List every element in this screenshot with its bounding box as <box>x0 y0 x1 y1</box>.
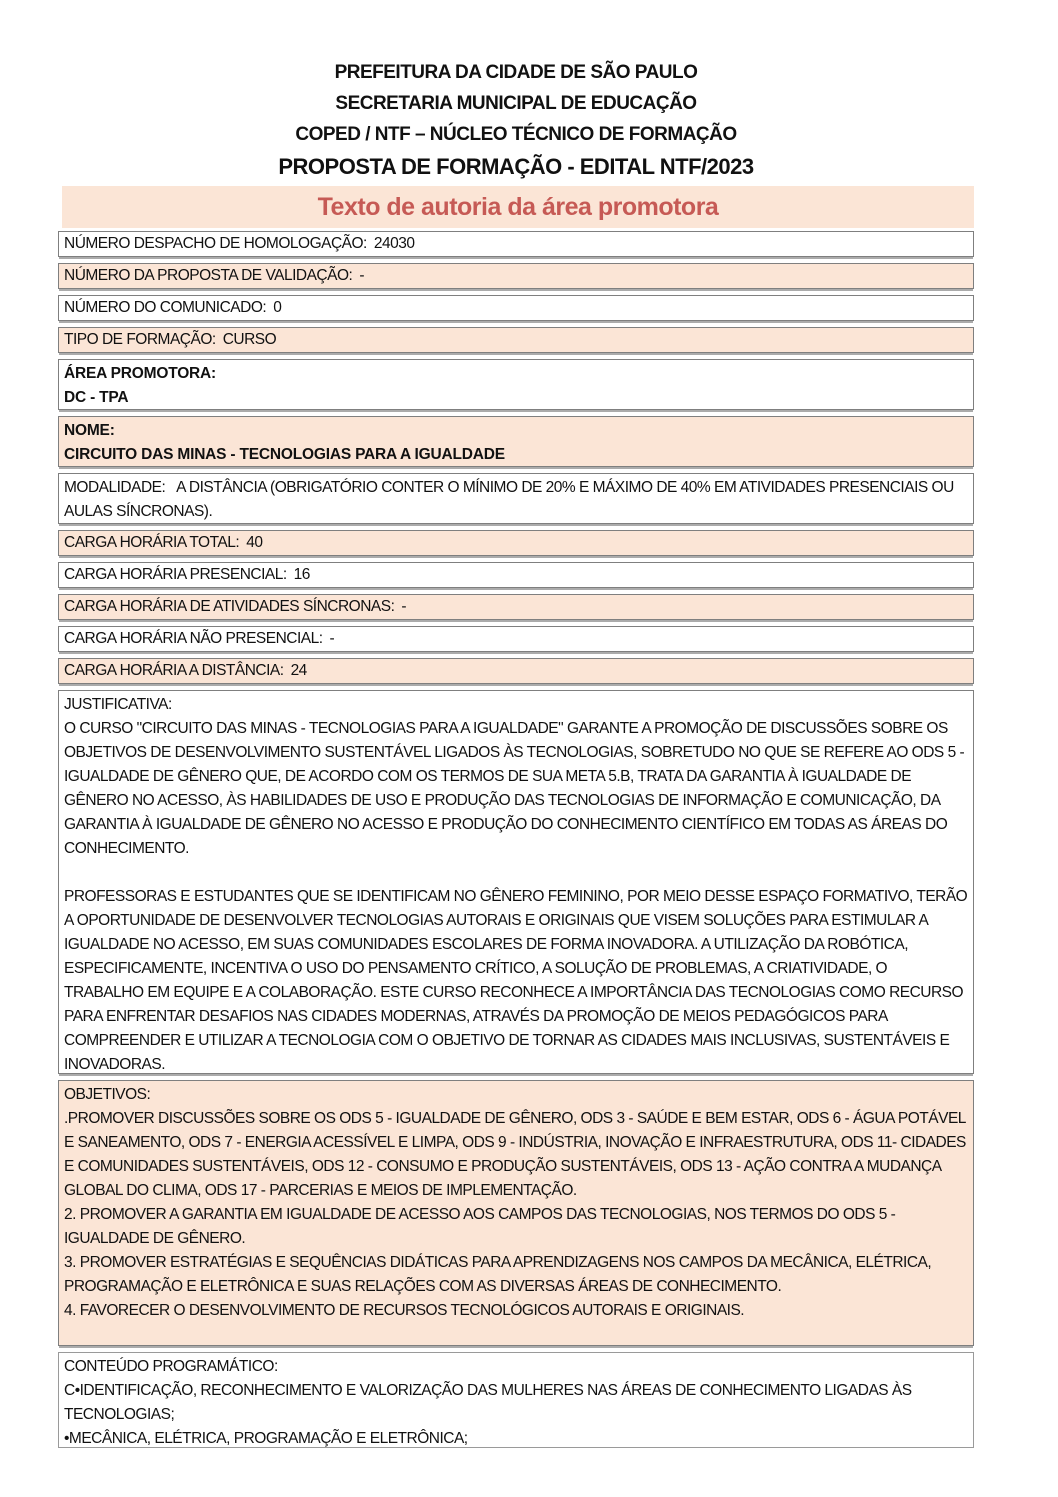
justificativa-paragraph-2: PROFESSORAS E ESTUDANTES QUE SE IDENTIFICAM NO GÊNERO FEMININO, POR MEIO DESSE ESPAÇO FORMATIVO, TERÃO A OPORTUNIDADE DE DESENVOLVER TECNOLOGIAS AUTORAIS E ORIGINAIS QUE VISEM SOLUÇÕES PARA ESTIMULAR A IGUALDADE NO ACESSO, EM SUAS COMUNIDADES ESCOLARES DE FORMA INOVADORA. A UTILIZAÇÃO DA ROBÓTICA, ESPECIFICAMENTE, INCENTIVA O USO DO PENSAMENTO CRÍTICO, A SOLUÇÃO DE PROBLEMAS, A CRIATIVIDADE, O TRABALHO EM EQUIPE E A COLABORAÇÃO. ESTE CURSO RECONHECE A IMPORTÂNCIA DAS TECNOLOGIAS COMO RECURSO PARA ENFRENTAR DESAFIOS NAS CIDADES MODERNAS, ATRAVÉS DA PROMOÇÃO DE MEIOS PEDAGÓGICOS PARA COMPREENDER E UTILIZAR A TECNOLOGIA COM O OBJETIVO DE TORNAR AS CIDADES MAIS INCLUSIVAS, SUSTENTÁVEIS E INOVADORAS. <box>64 888 968 1073</box>
field-value: 40 <box>246 534 263 551</box>
field-label: CARGA HORÁRIA NÃO PRESENCIAL: <box>64 630 323 647</box>
objetivo-item-4: 4. FAVORECER O DESENVOLVIMENTO DE RECURSOS TECNOLÓGICOS AUTORAIS E ORIGINAIS. <box>64 1302 745 1319</box>
objetivo-item-2: 2. PROMOVER A GARANTIA EM IGUALDADE DE ACESSO AOS CAMPOS DAS TECNOLOGIAS, NOS TERMOS DO ODS 5 - IGUALDADE DE GÊNERO. <box>64 1206 896 1247</box>
field-value: CIRCUITO DAS MINAS - TECNOLOGIAS PARA A IGUALDADE <box>64 446 505 463</box>
field-carga-horaria-presencial <box>58 562 974 588</box>
conteudo-item-2: •MECÂNICA, ELÉTRICA, PROGRAMAÇÃO E ELETRÔNICA; <box>64 1430 468 1447</box>
objetivo-item-1: .PROMOVER DISCUSSÕES SOBRE OS ODS 5 - IGUALDADE DE GÊNERO, ODS 3 - SAÚDE E BEM ESTAR, ODS 6 - ÁGUA POTÁVEL E SANEAMENTO, ODS 7 - ENERGIA ACESSÍVEL E LIMPA, ODS 9 - INDÚSTRIA, INOVAÇÃO E INFRAESTRUTURA, ODS 11- CIDADES E COMUNIDADES SUSTENTÁVEIS, ODS 12 - CONSUMO E PRODUÇÃO SUSTENTÁVEIS, ODS 13 - AÇÃO CONTRA A MUDANÇA GLOBAL DO CLIMA, ODS 17 - PARCERIAS E MEIOS DE IMPLEMENTAÇÃO. <box>64 1110 966 1199</box>
field-label: TIPO DE FORMAÇÃO: <box>64 331 216 348</box>
field-value: A DISTÂNCIA (OBRIGATÓRIO CONTER O MÍNIMO DE 20% E MÁXIMO DE 40% EM ATIVIDADES PRESENCIAIS OU AULAS SÍNCRONAS). <box>64 479 954 520</box>
field-value: - <box>359 267 364 284</box>
field-label: NÚMERO DO COMUNICADO: <box>64 299 267 316</box>
field-modalidade <box>58 473 974 524</box>
field-label: ÁREA PROMOTORA: <box>64 365 217 382</box>
field-area-promotora <box>58 359 974 410</box>
field-numero-proposta-validacao <box>58 263 974 289</box>
field-label: CARGA HORÁRIA A DISTÂNCIA: <box>64 662 284 679</box>
field-label: CARGA HORÁRIA PRESENCIAL: <box>64 566 287 583</box>
field-numero-despacho-homologacao <box>58 231 974 257</box>
section-conteudo-programatico <box>58 1352 974 1448</box>
field-label: MODALIDADE: <box>64 479 166 496</box>
field-value: 16 <box>293 566 310 583</box>
field-carga-horaria-nao-presencial <box>58 626 974 652</box>
section-justificativa <box>58 690 974 1074</box>
field-value: - <box>329 630 335 647</box>
field-carga-horaria-total <box>58 530 974 556</box>
field-nome <box>58 416 974 467</box>
field-label: CARGA HORÁRIA DE ATIVIDADES SÍNCRONAS: <box>64 598 395 615</box>
header-line-secretaria: SECRETARIA MUNICIPAL DE EDUCAÇÃO <box>335 93 697 114</box>
field-tipo-formacao <box>58 327 974 353</box>
section-label: JUSTIFICATIVA: <box>64 696 172 713</box>
section-label: CONTEÚDO PROGRAMÁTICO: <box>64 1358 278 1375</box>
field-value: 24 <box>290 662 307 679</box>
authorship-banner <box>62 186 974 228</box>
field-value: 0 <box>273 299 282 316</box>
objetivo-item-3: 3. PROMOVER ESTRATÉGIAS E SEQUÊNCIAS DIDÁTICAS PARA APRENDIZAGENS NOS CAMPOS DA MECÂNICA, ELÉTRICA, PROGRAMAÇÃO E ELETRÔNICA E SUAS RELAÇÕES COM AS DIVERSAS ÁREAS DE CONHECIMENTO. <box>64 1254 932 1295</box>
header-title-proposta: PROPOSTA DE FORMAÇÃO - EDITAL NTF/2023 <box>278 154 754 179</box>
field-label: NÚMERO DESPACHO DE HOMOLOGAÇÃO: <box>64 235 367 252</box>
field-numero-comunicado <box>58 295 974 321</box>
field-value: CURSO <box>222 331 277 348</box>
field-value: 24030 <box>373 235 415 252</box>
field-carga-horaria-distancia <box>58 658 974 684</box>
field-label: NÚMERO DA PROPOSTA DE VALIDAÇÃO: <box>64 267 353 284</box>
field-carga-horaria-sincronas <box>58 594 974 620</box>
field-label: NOME: <box>64 422 115 439</box>
conteudo-item-1: C•IDENTIFICAÇÃO, RECONHECIMENTO E VALORIZAÇÃO DAS MULHERES NAS ÁREAS DE CONHECIMENTO LIGADAS ÀS TECNOLOGIAS; <box>64 1382 912 1423</box>
document-header <box>58 57 974 183</box>
field-value: - <box>401 598 407 615</box>
section-label: OBJETIVOS: <box>64 1086 151 1103</box>
header-line-coped-ntf: COPED / NTF – NÚCLEO TÉCNICO DE FORMAÇÃO <box>295 124 737 145</box>
section-objetivos <box>58 1080 974 1346</box>
justificativa-paragraph-1: O CURSO "CIRCUITO DAS MINAS - TECNOLOGIAS PARA A IGUALDADE" GARANTE A PROMOÇÃO DE DISCUSSÕES SOBRE OS OBJETIVOS DE DESENVOLVIMENTO SUSTENTÁVEL LIGADOS ÀS TECNOLOGIAS, SOBRETUDO NO QUE SE REFERE AO ODS 5 - IGUALDADE DE GÊNERO QUE, DE ACORDO COM OS TERMOS DE SUA META 5.B, TRATA DA GARANTIA À IGUALDADE DE GÊNERO NO ACESSO, ÀS HABILIDADES DE USO E PRODUÇÃO DAS TECNOLOGIAS DE INFORMAÇÃO E COMUNICAÇÃO, DA GARANTIA À IGUALDADE DE GÊNERO NO ACESSO E PRODUÇÃO DO CONHECIMENTO CIENTÍFICO EM TODAS AS ÁREAS DO CONHECIMENTO. <box>64 720 965 857</box>
field-label: CARGA HORÁRIA TOTAL: <box>64 534 240 551</box>
header-line-prefeitura: PREFEITURA DA CIDADE DE SÃO PAULO <box>334 62 698 83</box>
field-value: DC - TPA <box>64 389 129 406</box>
authorship-banner-text: Texto de autoria da área promotora <box>317 193 719 221</box>
